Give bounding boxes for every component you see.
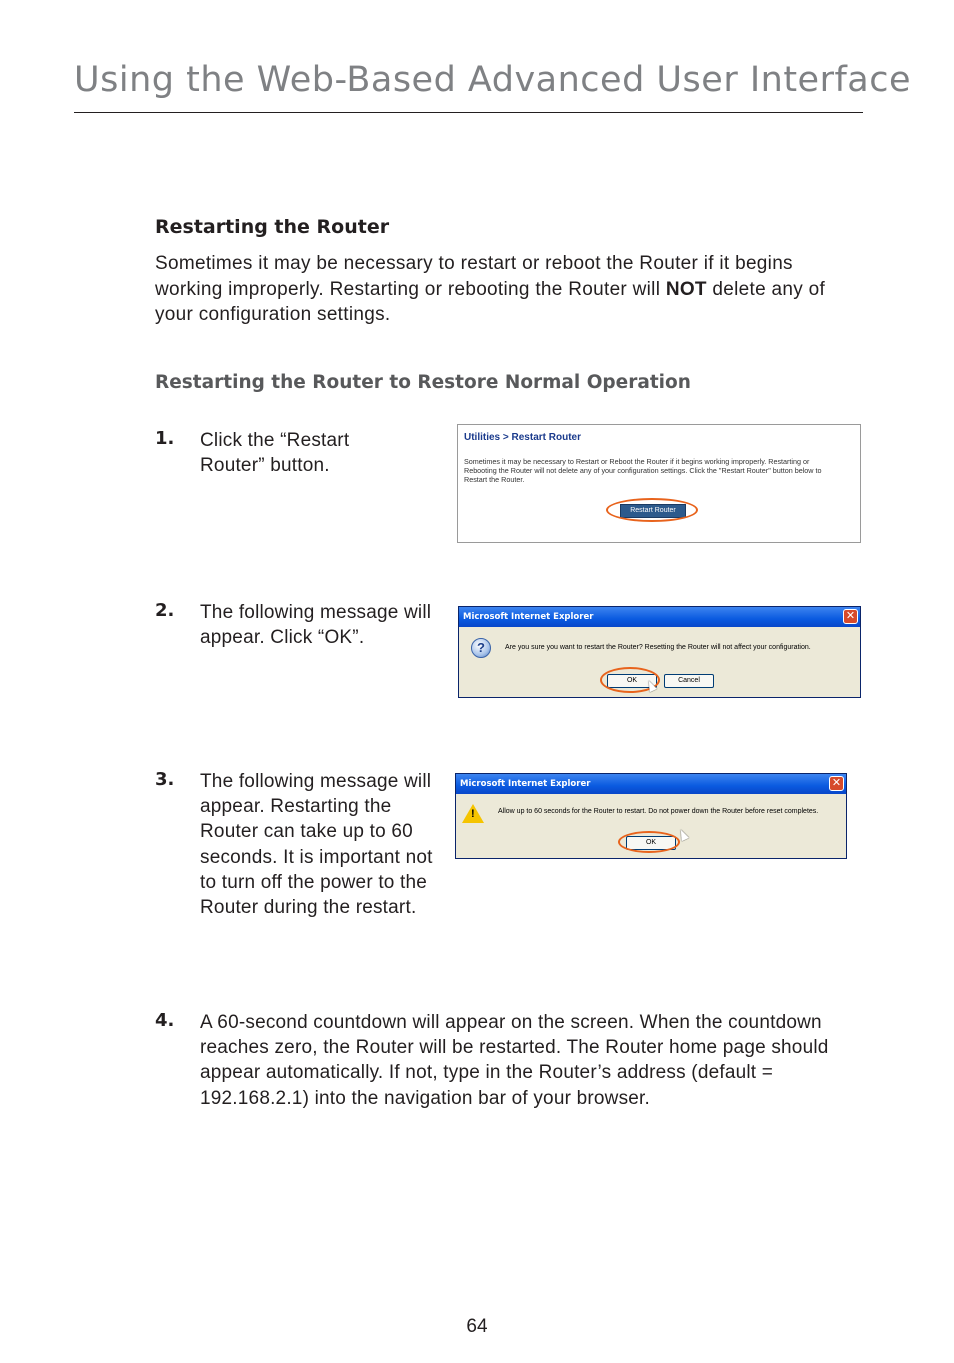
restart-router-button[interactable]: Restart Router: [620, 504, 686, 518]
close-button[interactable]: ✕: [829, 776, 844, 791]
highlight-ring: [618, 831, 680, 853]
step-1-text: Click the “Restart Router” button.: [200, 430, 350, 477]
breadcrumb: Utilities > Restart Router: [464, 432, 581, 443]
page-header: [74, 56, 912, 113]
intro-paragraph: [155, 251, 845, 328]
step-2-text: The following message will appear. Click “OK”.: [200, 602, 432, 649]
step-2-number: 2.: [155, 600, 175, 621]
restart-router-panel-screenshot: [457, 424, 861, 543]
intro-text-end: delete any of your configuration settings.: [155, 278, 826, 325]
ok-button[interactable]: OK: [607, 674, 657, 688]
question-icon: ?: [471, 638, 491, 658]
page-header-title: Using the Web-Based Advanced User Interface: [74, 60, 912, 100]
step-4-text: A 60-second countdown will appear on the screen. When the countdown reaches zero, the Router will be restarted. The Router home page should appear automatically. If not, type in the Router’s address (default = 192.168.2.1) into the navigation bar of your browser.: [200, 1012, 829, 1109]
subsection-title: Restarting the Router to Restore Normal Operation: [155, 372, 691, 393]
highlight-ring: [606, 498, 698, 522]
step-3-text: The following message will appear. Restarting the Router can take up to 60 seconds. It is important not to turn off the power to the Router during the restart.: [200, 771, 433, 919]
dialog-message: Are you sure you want to restart the Router? Resetting the Router will not affect your configuration.: [505, 644, 811, 651]
ok-button[interactable]: OK: [626, 836, 676, 850]
step-4-number: 4.: [155, 1010, 175, 1031]
dialog-titlebar: [456, 774, 846, 794]
dialog-title: Microsoft Internet Explorer: [463, 612, 594, 622]
restart-notice-dialog: [455, 773, 847, 859]
close-button[interactable]: ✕: [843, 609, 858, 624]
section-title: Restarting the Router: [155, 216, 390, 238]
intro-emphasis: NOT: [665, 278, 707, 300]
step-3-number: 3.: [155, 769, 175, 790]
dialog-message: Allow up to 60 seconds for the Router to restart. Do not power down the Router before reset completes.: [498, 808, 819, 815]
page-number: 64: [466, 1316, 488, 1337]
intro-text-start: Sometimes it may be necessary to restart or reboot the Router if it begins working improperly. Restarting or rebooting the Router will: [155, 253, 793, 300]
panel-description: Sometimes it may be necessary to Restart or Reboot the Router if it begins working improperly. Restarting or Rebooting the Router will not delete any of your configuration settings. Click the "Restart Router" button below to Restart the Router.: [464, 457, 822, 484]
warning-icon: !: [462, 804, 484, 823]
dialog-titlebar: [459, 607, 860, 627]
dialog-title: Microsoft Internet Explorer: [460, 779, 591, 789]
step-1-number: 1.: [155, 428, 175, 449]
confirm-restart-dialog: [458, 606, 861, 698]
cancel-button[interactable]: Cancel: [664, 674, 714, 688]
